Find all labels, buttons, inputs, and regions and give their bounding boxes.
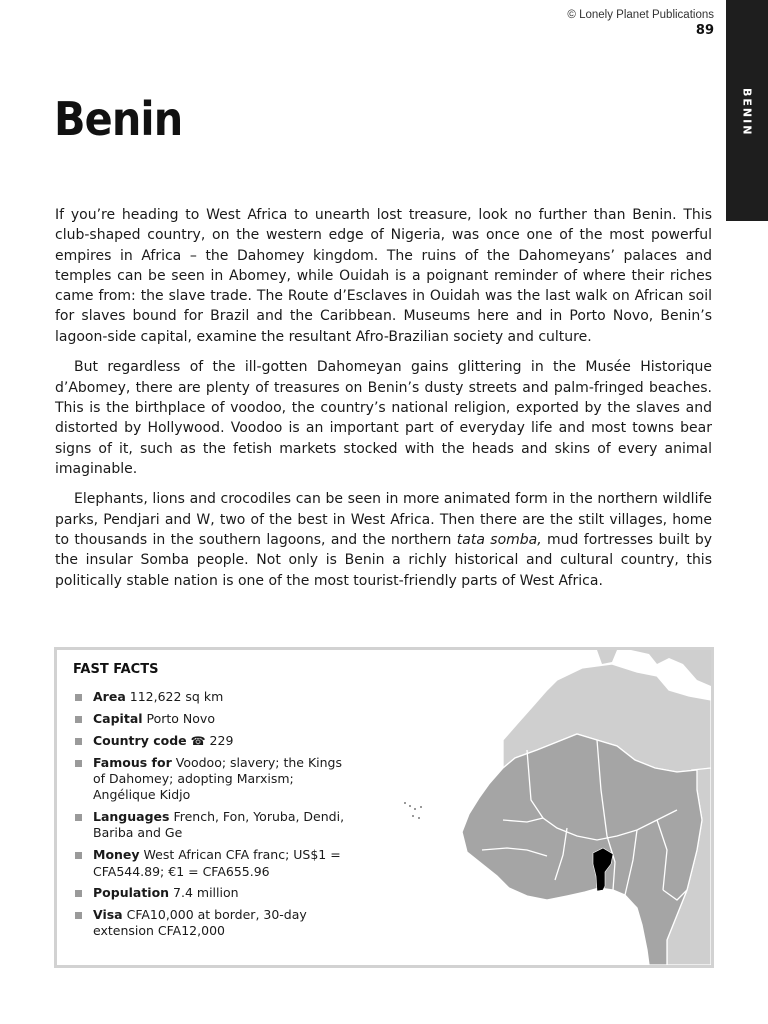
fact-value: 112,622 sq km	[129, 689, 224, 705]
fact-languages	[73, 809, 358, 842]
fact-label: Capital	[93, 711, 143, 727]
fact-label: Money	[93, 847, 140, 863]
intro-paragraph-2: But regardless of the ill-gotten Dahomeyan gains glittering in the Musée Historique d’Abomey, there are plenty of treasures on Benin’s dusty streets and palm-fringed beaches. This is the birthplace of voodoo, the country’s national religion, exported by the slaves and distorted by Hollywood. Voodoo is an important part of everyday life and most towns bear signs of it, such as the fetish markets stocked with the heads and skins of every animal imaginable.	[55, 359, 712, 477]
fact-label: Visa	[93, 906, 123, 922]
fact-value: 7.4 million	[173, 885, 239, 901]
fact-value: Porto Novo	[146, 711, 215, 727]
square-bullet-icon	[75, 814, 82, 821]
square-bullet-icon	[75, 912, 82, 919]
intro-paragraph-1: If you’re heading to West Africa to unearth lost treasure, look no further than Benin. This club-shaped country, on the western edge of Nigeria, was once one of the most powerful empires in Africa – the Dahomey kingdom. The ruins of the Dahomeyans’ palaces and temples can be seen in Abomey, while Ouidah is a poignant reminder of where their riches came from: the slave trade. The Route d’Esclaves in Ouidah was the last walk on African soil for slaves bound for Brazil and the Caribbean. Museums here and in Porto Novo, Benin’s lagoon-side capital, examine the resultant Afro-Brazilian society and culture.	[55, 207, 712, 345]
chapter-tab-label: BENIN	[740, 88, 754, 137]
fact-value: West African CFA franc; US$1 = CFA544.89; €1 = CFA655.96	[93, 847, 341, 879]
fact-label: Population	[93, 885, 170, 901]
fact-label: Languages	[93, 809, 170, 825]
square-bullet-icon	[75, 852, 82, 859]
fast-facts-heading: FAST FACTS	[73, 662, 159, 677]
fact-value: Voodoo; slavery; the Kings of Dahomey; adopting Marxism; Angélique Kidjo	[93, 754, 343, 803]
fact-famous-for	[73, 755, 358, 804]
fact-value: CFA10,000 at border, 30-day extension CFA12,000	[93, 906, 307, 939]
intro-paragraph-3-end: mud fortresses built by the insular Somba people. Not only is Benin a richly historical and cultural country, this politically stable nation is one of the most tourist-friendly parts of West Africa.	[55, 532, 712, 589]
square-bullet-icon	[75, 738, 82, 745]
page-number: 89	[695, 23, 714, 38]
fact-visa	[73, 907, 358, 940]
fact-label: Area	[93, 689, 126, 705]
square-bullet-icon	[75, 716, 82, 723]
fact-country-code	[73, 733, 358, 749]
fact-area	[73, 689, 358, 705]
fast-facts-box	[54, 647, 714, 968]
page-title: Benin	[54, 92, 183, 146]
intro-text	[55, 205, 712, 601]
fact-label: Famous for	[93, 754, 172, 770]
telephone-icon: ☎	[190, 733, 206, 748]
fast-facts-content	[73, 662, 358, 945]
square-bullet-icon	[75, 890, 82, 897]
intro-paragraph-3	[55, 489, 712, 590]
fact-label: Country code	[93, 732, 187, 748]
copyright-notice: © Lonely Planet Publications	[567, 9, 714, 21]
fact-value: French, Fon, Yoruba, Dendi, Bariba and Ge	[93, 809, 345, 841]
fast-facts-list	[73, 689, 358, 939]
square-bullet-icon	[75, 694, 82, 701]
fact-capital	[73, 711, 358, 727]
fact-value: 229	[209, 732, 234, 748]
tata-somba-term: tata somba,	[456, 532, 542, 549]
square-bullet-icon	[75, 760, 82, 767]
fact-money	[73, 847, 358, 880]
fact-population	[73, 885, 358, 901]
intro-paragraph-3-start: Elephants, lions and crocodiles can be seen in more animated form in the northern wildlife parks, Pendjari and W, two of the best in West Africa. Then there are the stilt villages, home to thousands in the southern lagoons, and the northern	[55, 491, 712, 549]
chapter-side-tab	[726, 0, 768, 221]
